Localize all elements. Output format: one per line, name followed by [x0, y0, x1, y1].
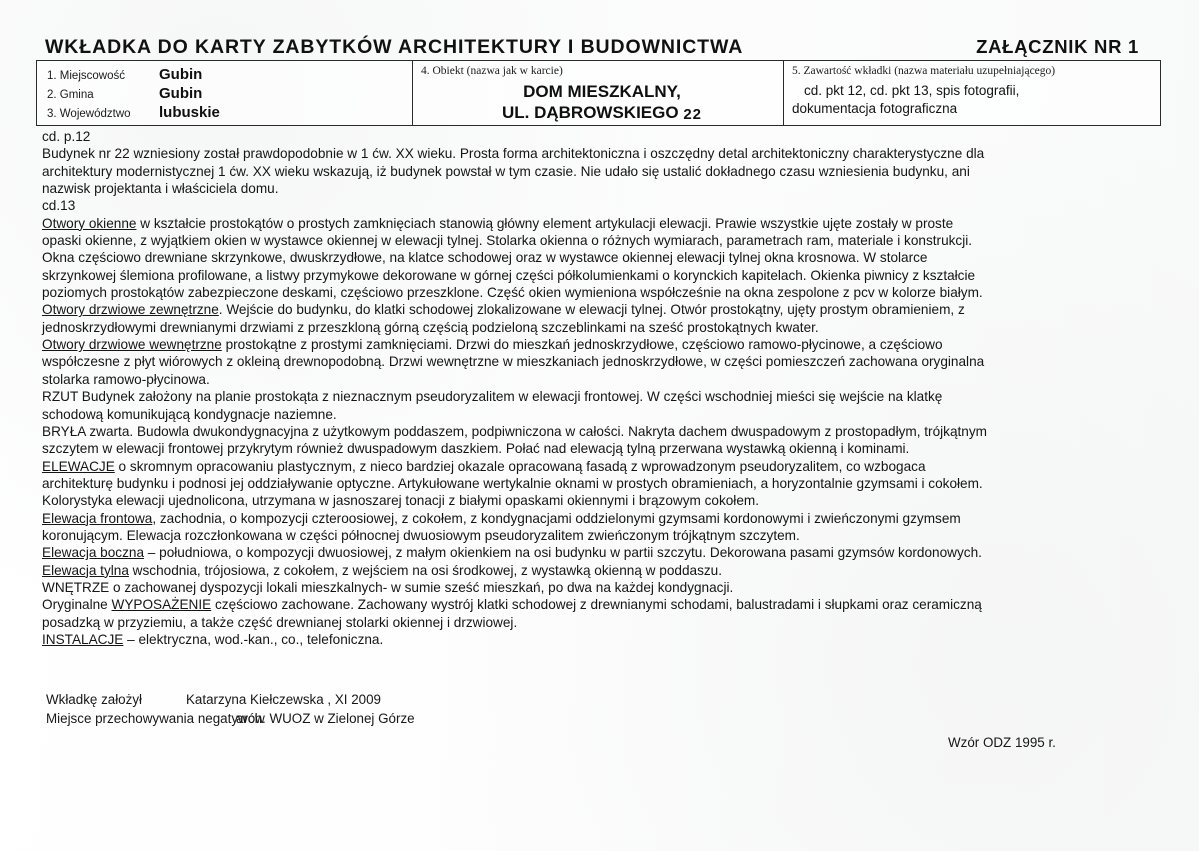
elevations-heading: ELEWACJE [42, 458, 115, 474]
locality-cell [37, 61, 413, 125]
locality-value-wojewodztwo: lubuskie [159, 104, 220, 121]
locality-row-wojewodztwo [47, 104, 412, 123]
installations-heading: INSTALACJE [42, 631, 124, 647]
windows-heading: Otwory okienne [42, 215, 137, 231]
contents-caption: 5. Zawartość wkładki (nazwa materiału uzupełniającego) [792, 65, 1056, 77]
equipment-line1 [42, 596, 1154, 613]
form-template-stamp: Wzór ODZ 1995 r. [948, 735, 1056, 750]
contents-line1: cd. pkt 12, cd. pkt 13, spis fotografii, [804, 83, 1020, 98]
locality-value-miejscowosc: Gubin [159, 66, 203, 83]
footer-label-storage: Miejsce przechowywania negatywów [46, 711, 265, 726]
document-header-row [45, 36, 1157, 59]
paragraph-12-line1: Budynek nr 22 wzniesiony został prawdopodobnie w 1 ćw. XX wieku. Prosta forma architektoniczna i oszczędny detal architektoniczny charakterystyczne dla [42, 146, 985, 162]
marker-cd-p12: cd. p.12 [42, 129, 91, 144]
front-elevation-line2: koronującym. Elewacja rozczłonkowana w części północnej dwuosiowym pseudoryzalitem zwieńczonym trójkątnym szczytem. [42, 527, 800, 543]
object-name-line2 [421, 102, 783, 125]
front-elevation-line1-text: , zachodnia, o kompozycji czteroosiowej, z cokołem, z kondygnacjami oddzielonymi gzymsami kordonowymi i zwieńczonymi gzymsem [152, 510, 961, 526]
contents-cell [784, 61, 1160, 125]
installations-line1 [42, 631, 1154, 648]
footer-label-author: Wkładkę założył [46, 692, 142, 707]
paragraph-12-line2: architektury modernistycznej 1 ćw. XX wieku wskazują, iż budynek powstał w tym czasie. Nie udało się ustalić dokładnego czasu wzniesienia budynku, ani [42, 163, 970, 179]
marker-cd-13: cd.13 [42, 198, 76, 214]
exterior-doors-line1-text: . Wejście do budynku, do klatki schodowej zlokalizowane w elewacji tylnej. Otwór prostokątny, ujęty prostym obramieniem, z [218, 302, 965, 318]
windows-line4: skrzynkowej ślemiona profilowane, a listwy przymykowe dekorowane w górnej części półkolumienkami o korynckich kapitelach. Okienka piwnicy z kształcie [42, 267, 976, 283]
side-elevation-line1 [42, 544, 1154, 561]
plan-line2: schodową komunikującą kondygnacje naziemne. [42, 406, 337, 422]
interior-doors-line2: współczesne z płyt wiórowych z okleiną drewnopodobną. Drzwi wewnętrzne w mieszkaniach jednoskrzydłowe, w części pomieszczeń zachowana oryginalna [42, 354, 985, 370]
massing-line1: BRYŁA zwarta. Budowla dwukondygnacyjna z użytkowym poddaszem, podpiwniczona w całości. Nakryta dachem dwuspadowym z prostopadłym, trójkątnym [42, 423, 987, 439]
rear-elevation-line1-text: wschodnia, trójosiowa, z cokołem, z wejściem na osi środkowej, z wystawką okienną w poddaszu. [128, 562, 723, 578]
interior-doors-heading: Otwory drzwiowe wewnętrzne [42, 337, 222, 353]
document-body [42, 128, 1154, 648]
object-cell [413, 61, 784, 125]
locality-label-wojewodztwo: 3. Województwo [47, 108, 131, 120]
side-elevation-heading: Elewacja boczna [42, 545, 145, 561]
windows-line5: poziomych prostokątów zabezpieczone deskami, częściowo przeszklone. Część okien wymieniona współcześnie na okna zespolone z pcv w kolorze białym. [42, 285, 983, 301]
object-name-line1: DOM MIESZKALNY, [523, 82, 681, 101]
side-elevation-line1-text: – południowa, o kompozycji dwuosiowej, z małym okienkiem na osi budynku w partii szczytu. Dekorowana pasami gzymsów kordonowych. [144, 545, 982, 561]
exterior-doors-line1 [42, 301, 1154, 318]
footer-row-author [46, 690, 415, 709]
locality-label-miejscowosc: 1. Miejscowość [47, 70, 125, 82]
locality-row-gmina [47, 85, 412, 104]
object-name [421, 81, 783, 125]
interior-doors-line1 [42, 336, 1154, 353]
windows-line1-text: w kształcie prostokątów o prostych zamknięciach stanowią główny element artykulacji elewacji. Prawie wszystkie ujęte zostały w proste [136, 215, 954, 231]
contents-value [792, 82, 1160, 118]
windows-line3: Okna częściowo drewniane skrzynkowe, dwuskrzydłowe, na klatce schodowej oraz w wystawce okiennej elewacji tylnej okna krosnowa. W stolarce [42, 250, 928, 266]
document-footer [46, 690, 415, 728]
front-elevation-line1 [42, 510, 1154, 527]
windows-line2: opaski okienne, z wyjątkiem okien w wystawce okiennej w elewacji tylnej. Stolarka okienna o różnych wymiarach, parametrach ram, materiale i konstrukcji. [42, 233, 973, 249]
equipment-line1-text: częściowo zachowane. Zachowany wystrój klatki schodowej z drewnianymi schodami, balustradami i słupkami oraz ceramiczną [211, 597, 982, 613]
object-caption: 4. Obiekt (nazwa jak w karcie) [421, 65, 563, 77]
rear-elevation-line1 [42, 562, 1154, 579]
contents-line2: dokumentacja fotograficzna [792, 100, 958, 116]
massing-line2: szczytem w elewacji frontowej przykrytym również dwuspadowym daszkiem. Połać nad elewacją tylną przerwana wystawką okienną i kominami. [42, 441, 910, 457]
page-title: WKŁADKA DO KARTY ZABYTKÓW ARCHITEKTURY I BUDOWNICTWA [45, 36, 744, 58]
elevations-line2: architekturę budynku i podnosi jej oddziaływanie optyczne. Artykułowane wertykalnie oknami w prostych obramieniach, a horyzontalnie gzymsami i cokołem. [42, 475, 983, 491]
equipment-prefix: Oryginalne [42, 597, 112, 613]
installations-line1-text: – elektryczna, wod.-kan., co., telefoniczna. [123, 631, 384, 647]
annex-number: ZAŁĄCZNIK NR 1 [976, 36, 1139, 57]
exterior-doors-line2: jednoskrzydłowymi drewnianymi drzwiami z przeszkloną górną częścią podzieloną szczeblinkami na sześć prostokątnych kwater. [42, 319, 819, 335]
locality-label-gmina: 2. Gmina [47, 89, 94, 101]
object-house-number: 22 [683, 106, 703, 124]
exterior-doors-heading: Otwory drzwiowe zewnętrzne [42, 302, 219, 318]
elevations-line1 [42, 458, 1154, 475]
plan-line1: RZUT Budynek założony na planie prostokąta z nieznacznym pseudoryzalitem w elewacji frontowej. W części wschodniej mieści się wejście na klatkę [42, 389, 943, 405]
locality-row-miejscowosc [47, 66, 412, 85]
elevations-line3: Kolorystyka elewacji ujednolicona, utrzymana w jasnoszarej tonacji z białymi opaskami okiennymi i brązowym cokołem. [42, 493, 759, 509]
rear-elevation-heading: Elewacja tylna [42, 562, 129, 578]
interior-line1: WNĘTRZE o zachowanej dyspozycji lokali mieszkalnych- w sumie sześć mieszkań, po dwa na każdej kondygnacji. [42, 579, 734, 595]
footer-value-storage: arch. WUOZ w Zielonej Górze [236, 711, 415, 726]
paragraph-12-line3: nazwisk projektanta i właściciela domu. [42, 181, 279, 197]
footer-row-storage [46, 709, 415, 728]
interior-doors-line3: stolarka ramowo-płycinowa. [42, 371, 210, 387]
object-street: UL. DĄBROWSKIEGO [501, 103, 679, 123]
front-elevation-heading: Elewacja frontowa [42, 510, 153, 526]
header-table [36, 60, 1161, 126]
windows-line1 [42, 215, 1154, 232]
interior-doors-line1-text: prostokątne z prostymi zamknięciami. Drzwi do mieszkań jednoskrzydłowe, częściowo ramowo-płycinowe, a częściowo [221, 337, 943, 353]
equipment-heading: WYPOSAŻENIE [111, 597, 212, 613]
locality-value-gmina: Gubin [159, 85, 203, 102]
elevations-line1-text: o skromnym opracowaniu plastycznym, z nieco bardziej okazale opracowaną fasadą z wprowadzonym pseudoryzalitem, co wzbogaca [114, 458, 926, 474]
footer-value-author: Katarzyna Kiełczewska , XI 2009 [186, 692, 382, 707]
equipment-line2: posadzką w przyziemiu, a także część drewnianej stolarki okiennej i drzwiowej. [42, 614, 518, 630]
